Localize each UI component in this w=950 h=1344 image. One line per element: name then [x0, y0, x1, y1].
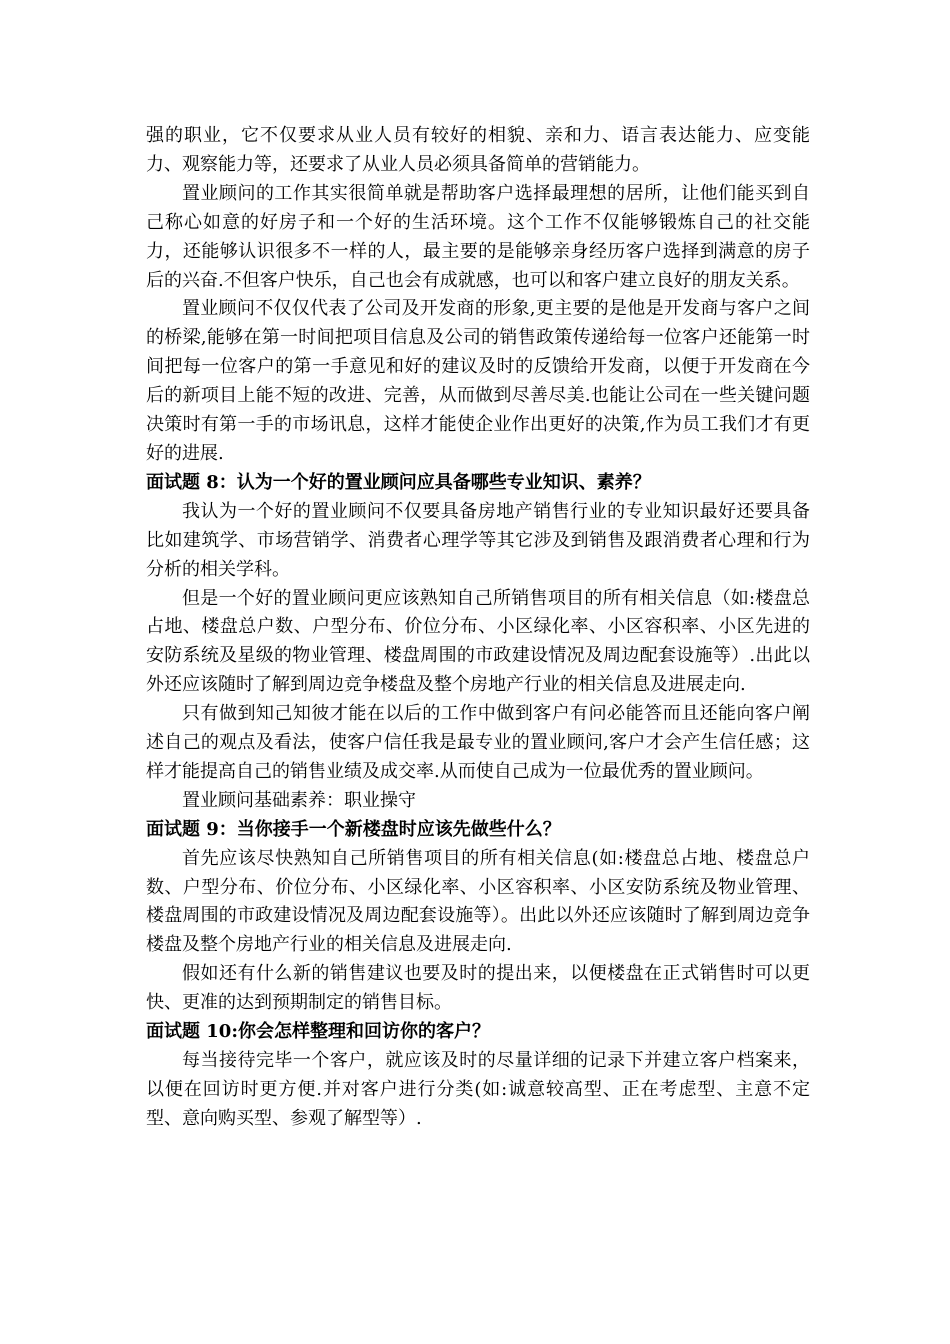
question-9-heading: 面试题 9：当你接手一个新楼盘时应该先做些什么？: [146, 818, 561, 840]
paragraph-bridge-role: 置业顾问不仅仅代表了公司及开发商的形象,更主要的是他是开发商与客户之间的桥梁,能够在第一时间把项目信息及公司的销售政策传递给每一位客户还能第一时间把每一位客户的第一手意见和好的建议及时的反馈给开发商，以便于开发商在今后的新项目上能不短的改进、完善，从而做到尽善尽美.也能让公司在一些关键问题决策时有第一手的市场讯息，这样才能使企业作出更好的决策,作为员工我们才有更好的进展.: [146, 298, 810, 464]
document-body: [146, 122, 810, 1134]
paragraph-q8-ethics: 置业顾问基础素养：职业操守: [182, 789, 416, 811]
paragraph-intro-continuation: 强的职业，它不仅要求从业人员有较好的相貌、亲和力、语言表达能力、应变能力、观察能力等，还要求了从业人员必须具备简单的营销能力。: [146, 125, 810, 175]
paragraph-q9-first-steps: 首先应该尽快熟知自己所销售项目的所有相关信息(如:楼盘总占地、楼盘总户数、户型分布、价位分布、小区绿化率、小区容积率、小区安防系统及物业管理、楼盘周围的市政建设情况及周边配套设施等）。出此以外还应该随时了解到周边竞争楼盘及整个房地产行业的相关信息及进展走向.: [146, 847, 810, 956]
paragraph-q8-project-info: 但是一个好的置业顾问更应该熟知自己所销售项目的所有相关信息（如:楼盘总占地、楼盘总户数、户型分布、价位分布、小区绿化率、小区容积率、小区先进的安防系统及星级的物业管理、楼盘周围的市政建设情况及周边配套设施等）.出此以外还应该随时了解到周边竞争楼盘及整个房地产行业的相关信息及进展走向.: [146, 587, 810, 696]
paragraph-q10-client-records: 每当接待完毕一个客户，就应该及时的尽量详细的记录下并建立客户档案来，以便在回访时更方便.并对客户进行分类(如:诚意较高型、正在考虑型、主意不定型、意向购买型、参观了解型等）.: [146, 1050, 810, 1129]
paragraph-q9-suggestions: 假如还有什么新的销售建议也要及时的提出来，以便楼盘在正式销售时可以更快、更准的达到预期制定的销售目标。: [146, 963, 810, 1014]
question-10-heading: 面试题 10:你会怎样整理和回访你的客户？: [146, 1021, 490, 1043]
question-8-heading: 面试题 8：认为一个好的置业顾问应具备哪些专业知识、素养？: [146, 471, 651, 493]
paragraph-q8-knowledge: 我认为一个好的置业顾问不仅要具备房地产销售行业的专业知识最好还要具备比如建筑学、市场营销学、消费者心理学等其它涉及到销售及跟消费者心理和行为分析的相关学科。: [146, 500, 810, 580]
paragraph-q8-know-yourself: 只有做到知己知彼才能在以后的工作中做到客户有问必能答而且还能向客户阐述自己的观点及看法，使客户信任我是最专业的置业顾问,客户才会产生信任感；这样才能提高自己的销售业绩及成交率.从而使自己成为一位最优秀的置业顾问。: [146, 703, 810, 782]
paragraph-job-description: 置业顾问的工作其实很简单就是帮助客户选择最理想的居所，让他们能买到自己称心如意的好房子和一个好的生活环境。这个工作不仅能够锻炼自己的社交能力，还能够认识很多不一样的人，最主要的是能够亲身经历客户选择到满意的房子后的兴奋.不但客户快乐，自己也会有成就感，也可以和客户建立良好的朋友关系。: [146, 182, 810, 291]
